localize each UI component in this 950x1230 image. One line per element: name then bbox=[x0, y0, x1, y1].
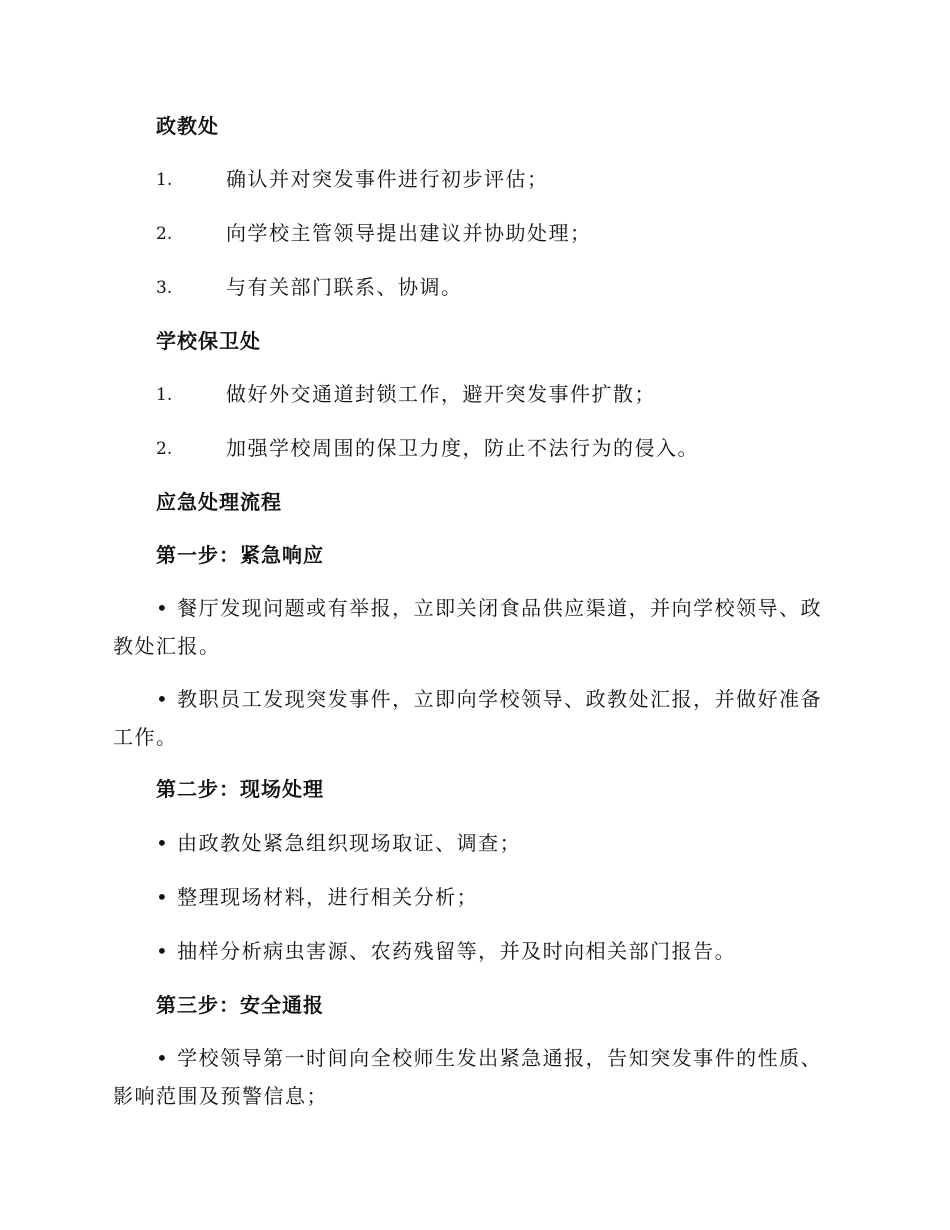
list-item: 与有关部门联系、协调。 bbox=[226, 275, 463, 299]
paragraph-line: • 餐厅发现问题或有举报，立即关闭食品供应渠道，并向学校领导、政 bbox=[156, 596, 823, 620]
list-number: 2. bbox=[156, 439, 173, 459]
list-item: 加强学校周围的保卫力度，防止不法行为的侵入。 bbox=[226, 436, 699, 460]
paragraph-line: • 学校领导第一时间向全校师生发出紧急通报，告知突发事件的性质、 bbox=[156, 1046, 823, 1070]
section-title-process: 应急处理流程 bbox=[156, 490, 282, 514]
paragraph-line: 影响范围及预警信息； bbox=[113, 1084, 328, 1108]
list-number: 2. bbox=[156, 224, 173, 244]
paragraph-line: 教处汇报。 bbox=[113, 634, 221, 658]
list-item: 向学校主管领导提出建议并协助处理； bbox=[226, 221, 592, 245]
step3-title: 第三步：安全通报 bbox=[156, 993, 324, 1017]
list-item: 做好外交通道封锁工作，避开突发事件扩散； bbox=[226, 382, 656, 406]
list-number: 1. bbox=[156, 170, 173, 190]
section-title-baoweichu: 学校保卫处 bbox=[156, 329, 261, 353]
paragraph-line: • 教职员工发现突发事件，立即向学校领导、政教处汇报，并做好准备 bbox=[156, 687, 823, 711]
list-number: 1. bbox=[156, 385, 173, 405]
step1-title: 第一步：紧急响应 bbox=[156, 543, 324, 567]
bullet-item: • 整理现场材料，进行相关分析； bbox=[156, 885, 479, 909]
list-number: 3. bbox=[156, 278, 173, 298]
bullet-item: • 抽样分析病虫害源、农药残留等，并及时向相关部门报告。 bbox=[156, 939, 737, 963]
step2-title: 第二步：现场处理 bbox=[156, 777, 324, 801]
section-title-zhengjiaochu: 政教处 bbox=[156, 114, 219, 138]
list-item: 确认并对突发事件进行初步评估； bbox=[226, 167, 549, 191]
bullet-item: • 由政教处紧急组织现场取证、调查； bbox=[156, 831, 522, 855]
paragraph-line: 工作。 bbox=[113, 725, 178, 749]
